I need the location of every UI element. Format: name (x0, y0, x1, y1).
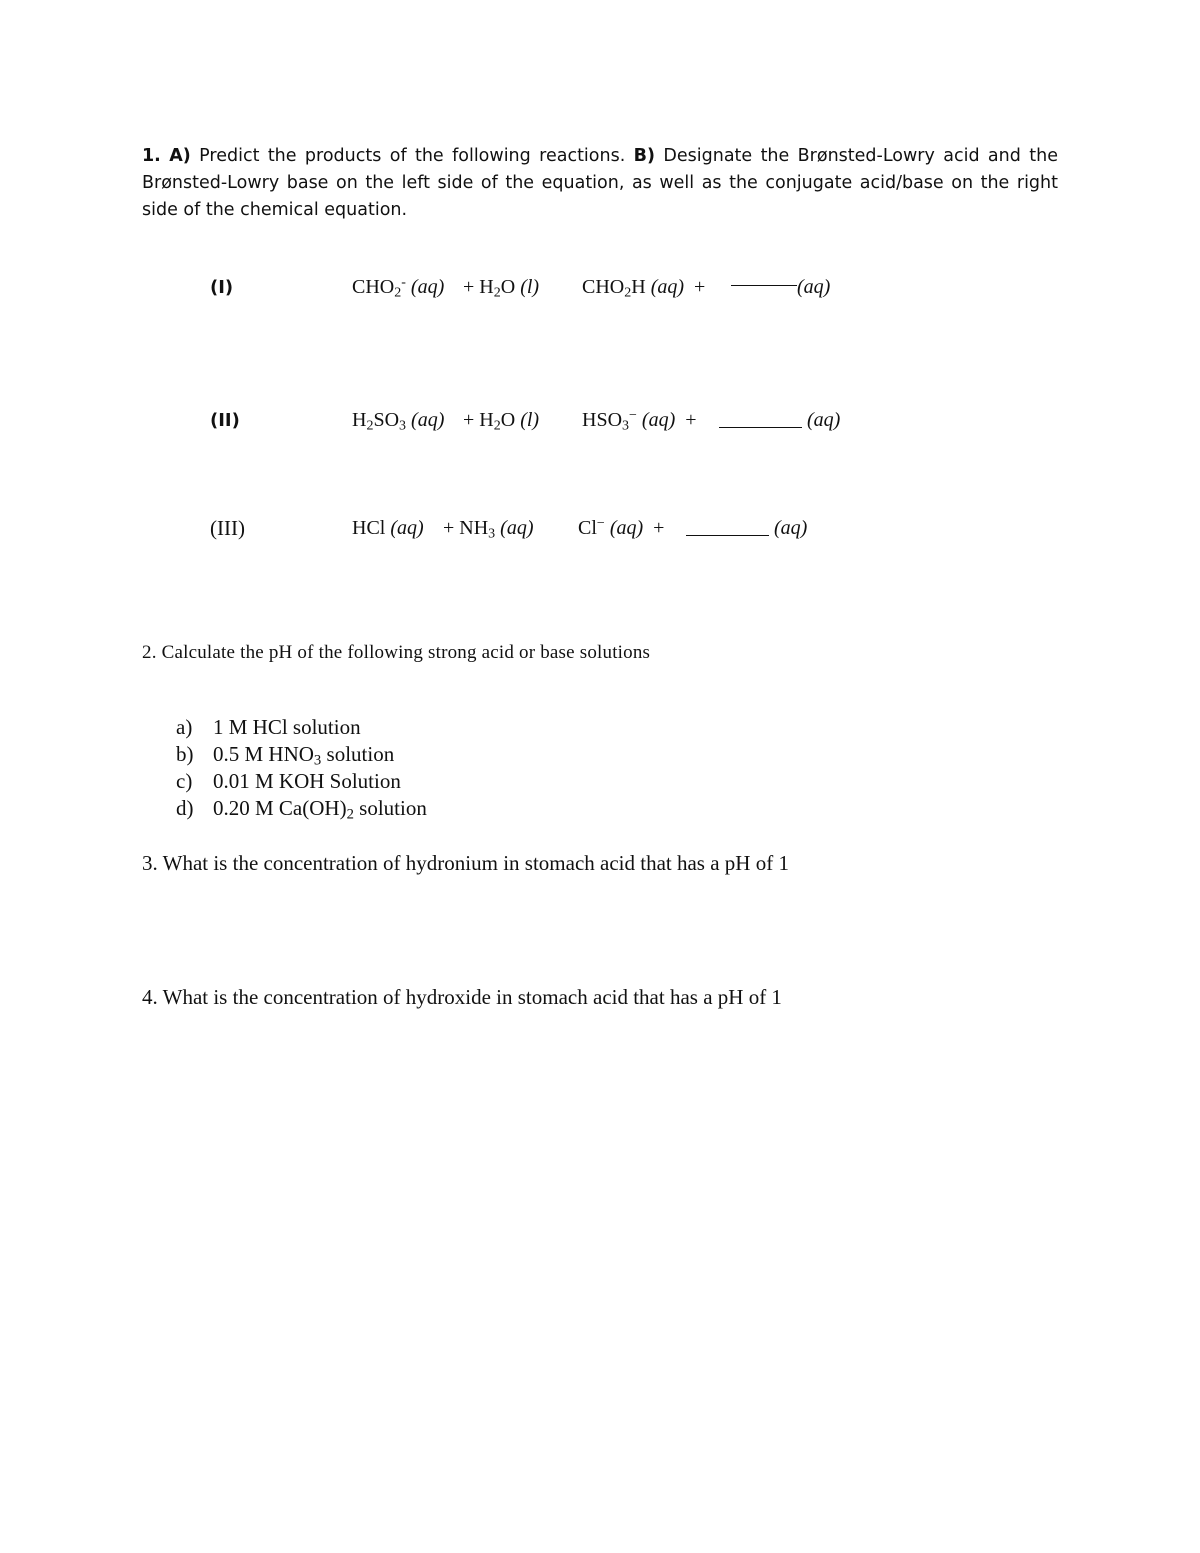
reaction-2-product-1: $HSO_3^-$ (aq) + (582, 408, 697, 434)
reaction-1-label: (I) (210, 277, 234, 298)
reaction-3-product-1: Cl− (aq) + (578, 516, 665, 539)
reaction-3-reactant-1: HCl (aq) (352, 517, 424, 539)
question-2-text: 2. Calculate the pH of the following strong acid or base solutions (142, 642, 651, 663)
q2-option-d: d) 0.20 M $Ca(OH)_2$ solution (176, 796, 427, 823)
reaction-3-label: (III) (210, 516, 245, 540)
reaction-3-reactant-2: + $NH_3$ (aq) (443, 517, 534, 542)
reaction-1-reactant-1: $CHO_2^-$ (aq) (352, 275, 445, 301)
reaction-1-product-2-blank[interactable]: (aq) (731, 276, 830, 299)
reaction-2-product-2-blank[interactable]: (aq) (719, 409, 840, 432)
q1-number: 1. (142, 146, 161, 166)
question-3-text: 3. What is the concentration of hydronium in stomach acid that has a pH of 1 (142, 851, 789, 875)
q1-part-a-text: Predict the products of the following reactions. (199, 146, 626, 166)
reaction-2-reactant-1: $H_2SO_3$ (aq) (352, 409, 445, 434)
reaction-1-reactant-2: + $H_2O$ (l) (463, 276, 540, 301)
q2-option-b: b) 0.5 M $HNO_3$ solution (176, 742, 395, 769)
reaction-3-product-2-blank[interactable]: (aq) (686, 517, 807, 540)
q2-option-a: a) 1 M HCl solution (176, 715, 361, 739)
reaction-2-reactant-2: + $H_2O$ (l) (463, 409, 540, 434)
question-1-intro (142, 143, 1058, 224)
q1-part-b-text: Designate the Brønsted-Lowry acid and the Brønsted-Lowry base on the left side of the equation, as well as the conjugate acid/base on the right side of the chemical equation. (142, 146, 1058, 220)
reaction-2-label: (II) (210, 410, 240, 431)
reaction-1-product-1: $CHO_2H$ (aq) + (582, 276, 706, 301)
q1-part-a-label: A) (169, 146, 191, 166)
q2-option-c: c) 0.01 M KOH Solution (176, 769, 401, 793)
q1-part-b-label: B) (633, 146, 656, 166)
question-4-text: 4. What is the concentration of hydroxide in stomach acid that has a pH of 1 (142, 985, 782, 1009)
